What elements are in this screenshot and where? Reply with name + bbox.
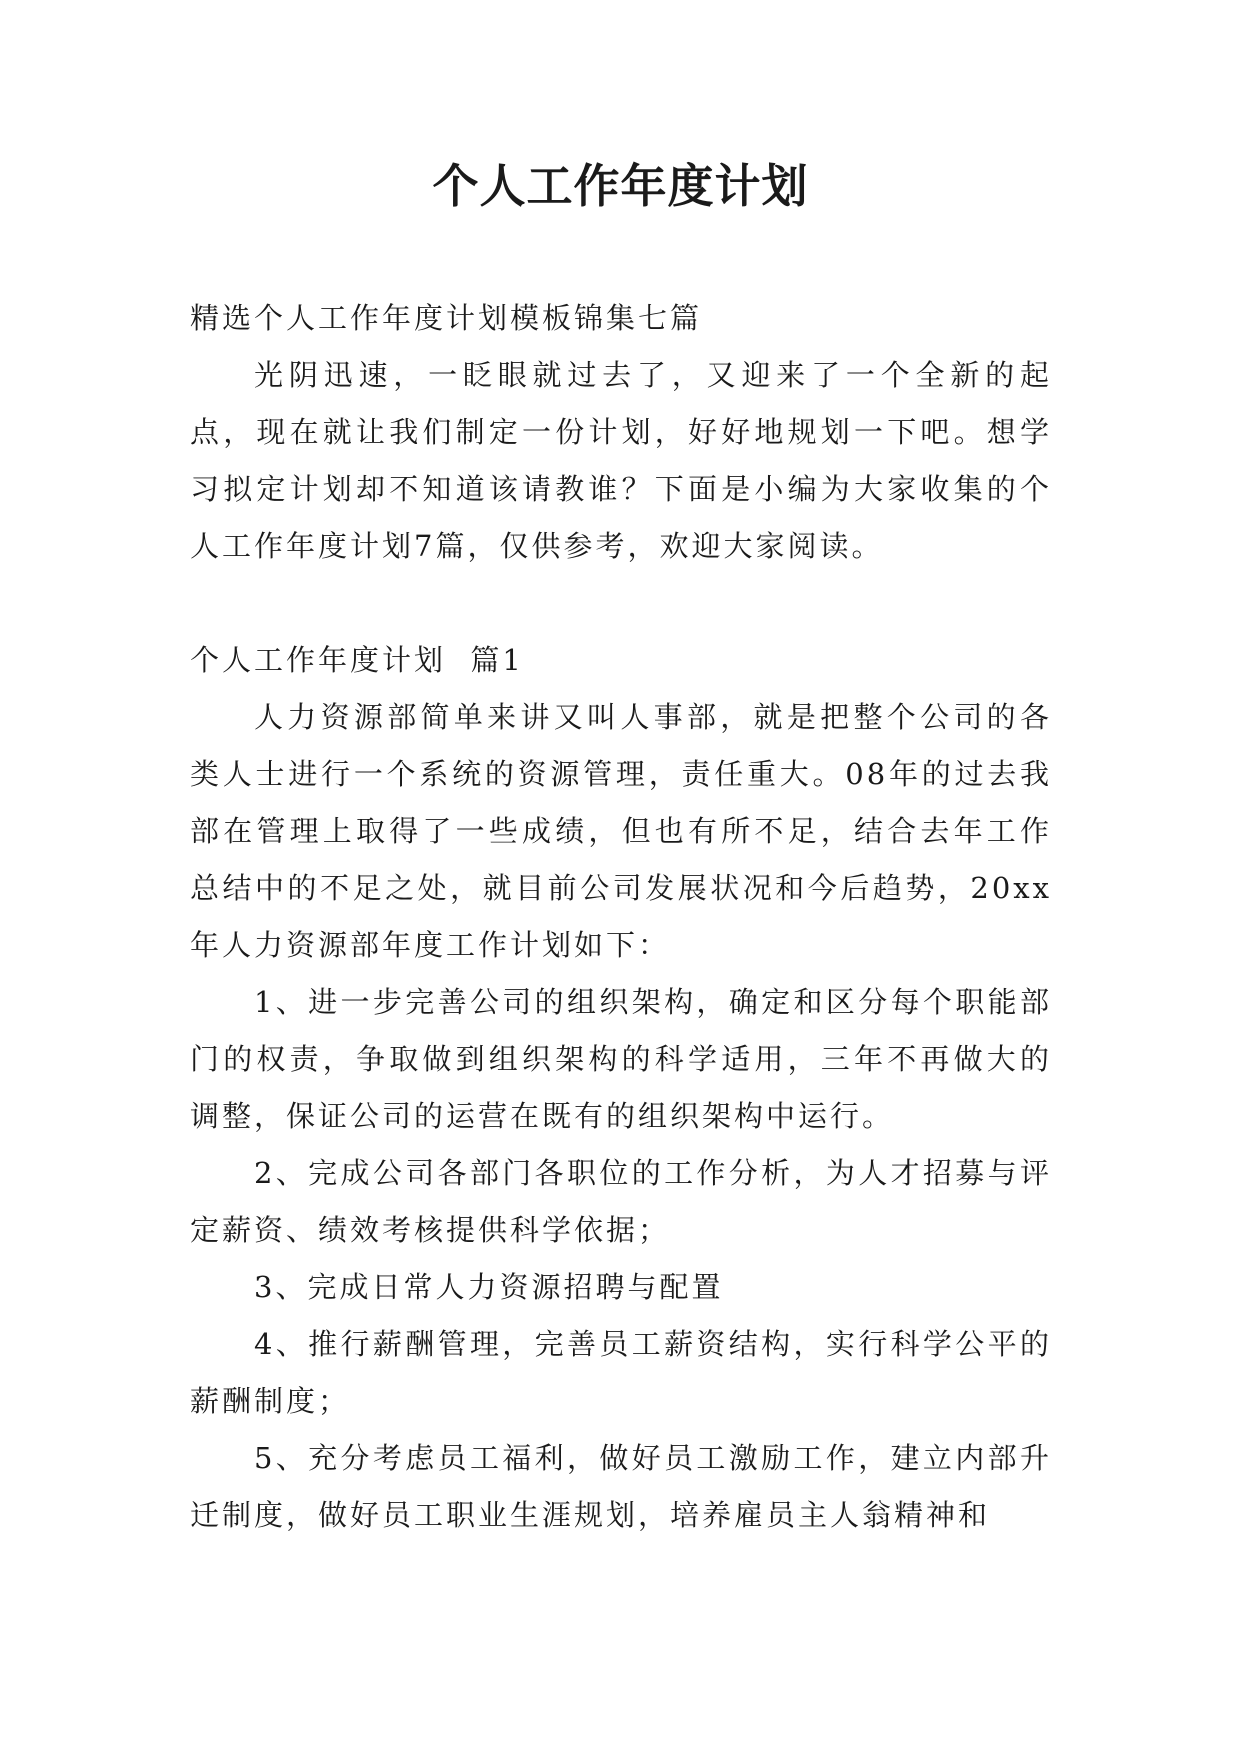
- document-title: 个人工作年度计划: [432, 159, 809, 213]
- document-subtitle: 精选个人工作年度计划模板锦集七篇: [190, 301, 703, 335]
- list-item-5: 5、充分考虑员工福利，做好员工激励工作，建立内部升迁制度，做好员工职业生涯规划，培养雇员主人翁精神和: [190, 1441, 1052, 1532]
- list-item-3: 3、完成日常人力资源招聘与配置: [254, 1270, 724, 1304]
- list-item-2: 2、完成公司各部门各职位的工作分析，为人才招募与评定薪资、绩效考核提供科学依据；: [190, 1156, 1052, 1247]
- intro-paragraph: 光阴迅速，一眨眼就过去了，又迎来了一个全新的起点，现在就让我们制定一份计划，好好地规划一下吧。想学习拟定计划却不知道该请教谁？下面是小编为大家收集的个人工作年度计划7篇，仅供参考，欢迎大家阅读。: [190, 358, 1052, 563]
- section-heading: 个人工作年度计划 篇1: [190, 643, 524, 677]
- list-item-4: 4、推行薪酬管理，完善员工薪资结构，实行科学公平的薪酬制度；: [190, 1327, 1052, 1418]
- section-paragraph: 人力资源部简单来讲又叫人事部，就是把整个公司的各类人士进行一个系统的资源管理，责任重大。08年的过去我部在管理上取得了一些成绩，但也有所不足，结合去年工作总结中的不足之处，就目前公司发展状况和今后趋势，20xx年人力资源部年度工作计划如下：: [190, 700, 1052, 962]
- list-item-1: 1、进一步完善公司的组织架构，确定和区分每个职能部门的权责，争取做到组织架构的科学适用，三年不再做大的调整，保证公司的运营在既有的组织架构中运行。: [190, 985, 1052, 1133]
- document-body: [190, 290, 1052, 1544]
- section-spacer: [190, 575, 1052, 632]
